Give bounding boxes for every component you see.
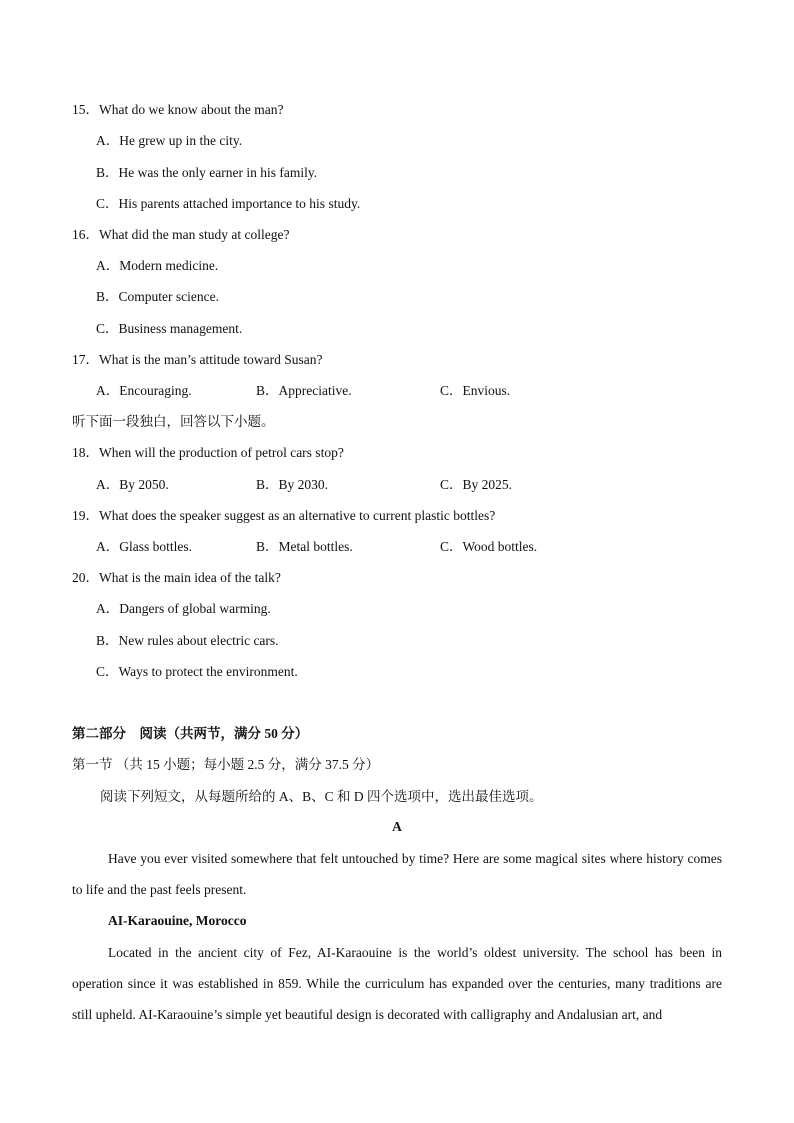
reading-instruction: 阅读下列短文，从每题所给的 A、B、C 和 D 四个选项中，选出最佳选项。: [100, 789, 543, 804]
question-18-option-c: C．By 2025.: [440, 477, 513, 492]
question-16-option-b: B．Computer science.: [96, 289, 219, 304]
reading-part-title: 第二部分 阅读（共两节，满分 50 分）: [72, 726, 309, 741]
question-16-option-a: A．Modern medicine.: [96, 258, 219, 273]
question-18-stem: 18．When will the production of petrol cars stop?: [72, 445, 344, 460]
question-17-stem: 17．What is the man’s attitude toward Susan?: [72, 352, 323, 367]
question-18-option-a: A．By 2050.: [96, 477, 169, 492]
passage-intro: Have you ever visited somewhere that felt untouched by time? Here are some magical sites where history comes to life and the past feels present.: [72, 851, 722, 897]
question-15-option-a: A．He grew up in the city.: [96, 133, 243, 148]
question-16-option-c: C．Business management.: [96, 321, 243, 336]
question-15-option-b: B．He was the only earner in his family.: [96, 165, 318, 180]
question-20-option-c: C．Ways to protect the environment.: [96, 664, 298, 679]
question-17-option-c: C．Envious.: [440, 383, 511, 398]
question-18-option-b: B．By 2030.: [256, 477, 329, 492]
site-heading-al-karaouine: AI-Karaouine, Morocco: [108, 913, 247, 928]
question-19-option-c: C．Wood bottles.: [440, 539, 538, 554]
passage-letter: A: [392, 819, 402, 834]
question-19-option-a: A．Glass bottles.: [96, 539, 192, 554]
question-15-stem: 15．What do we know about the man?: [72, 102, 284, 117]
reading-section-title: 第一节 （共 15 小题；每小题 2.5 分，满分 37.5 分）: [72, 757, 380, 772]
question-20-stem: 20．What is the main idea of the talk?: [72, 570, 281, 585]
question-15-option-c: C．His parents attached importance to his study.: [96, 196, 361, 211]
question-17-option-a: A．Encouraging.: [96, 383, 192, 398]
site-text-al-karaouine: Located in the ancient city of Fez, AI-Karaouine is the world’s oldest university. The school has been in operation since it was established in 859. While the curriculum has expanded over the centuries, many traditions are still upheld. AI-Karaouine’s simple yet beautiful design is decorated with calligraphy and Andalusian art, and: [72, 945, 722, 1022]
question-19-option-b: B．Metal bottles.: [256, 539, 353, 554]
question-19-stem: 19．What does the speaker suggest as an alternative to current plastic bottles?: [72, 508, 496, 523]
question-20-option-b: B．New rules about electric cars.: [96, 633, 279, 648]
monologue-instruction: 听下面一段独白，回答以下小题。: [72, 414, 275, 429]
question-17-option-b: B．Appreciative.: [256, 383, 352, 398]
question-20-option-a: A．Dangers of global warming.: [96, 601, 271, 616]
question-16-stem: 16．What did the man study at college?: [72, 227, 290, 242]
